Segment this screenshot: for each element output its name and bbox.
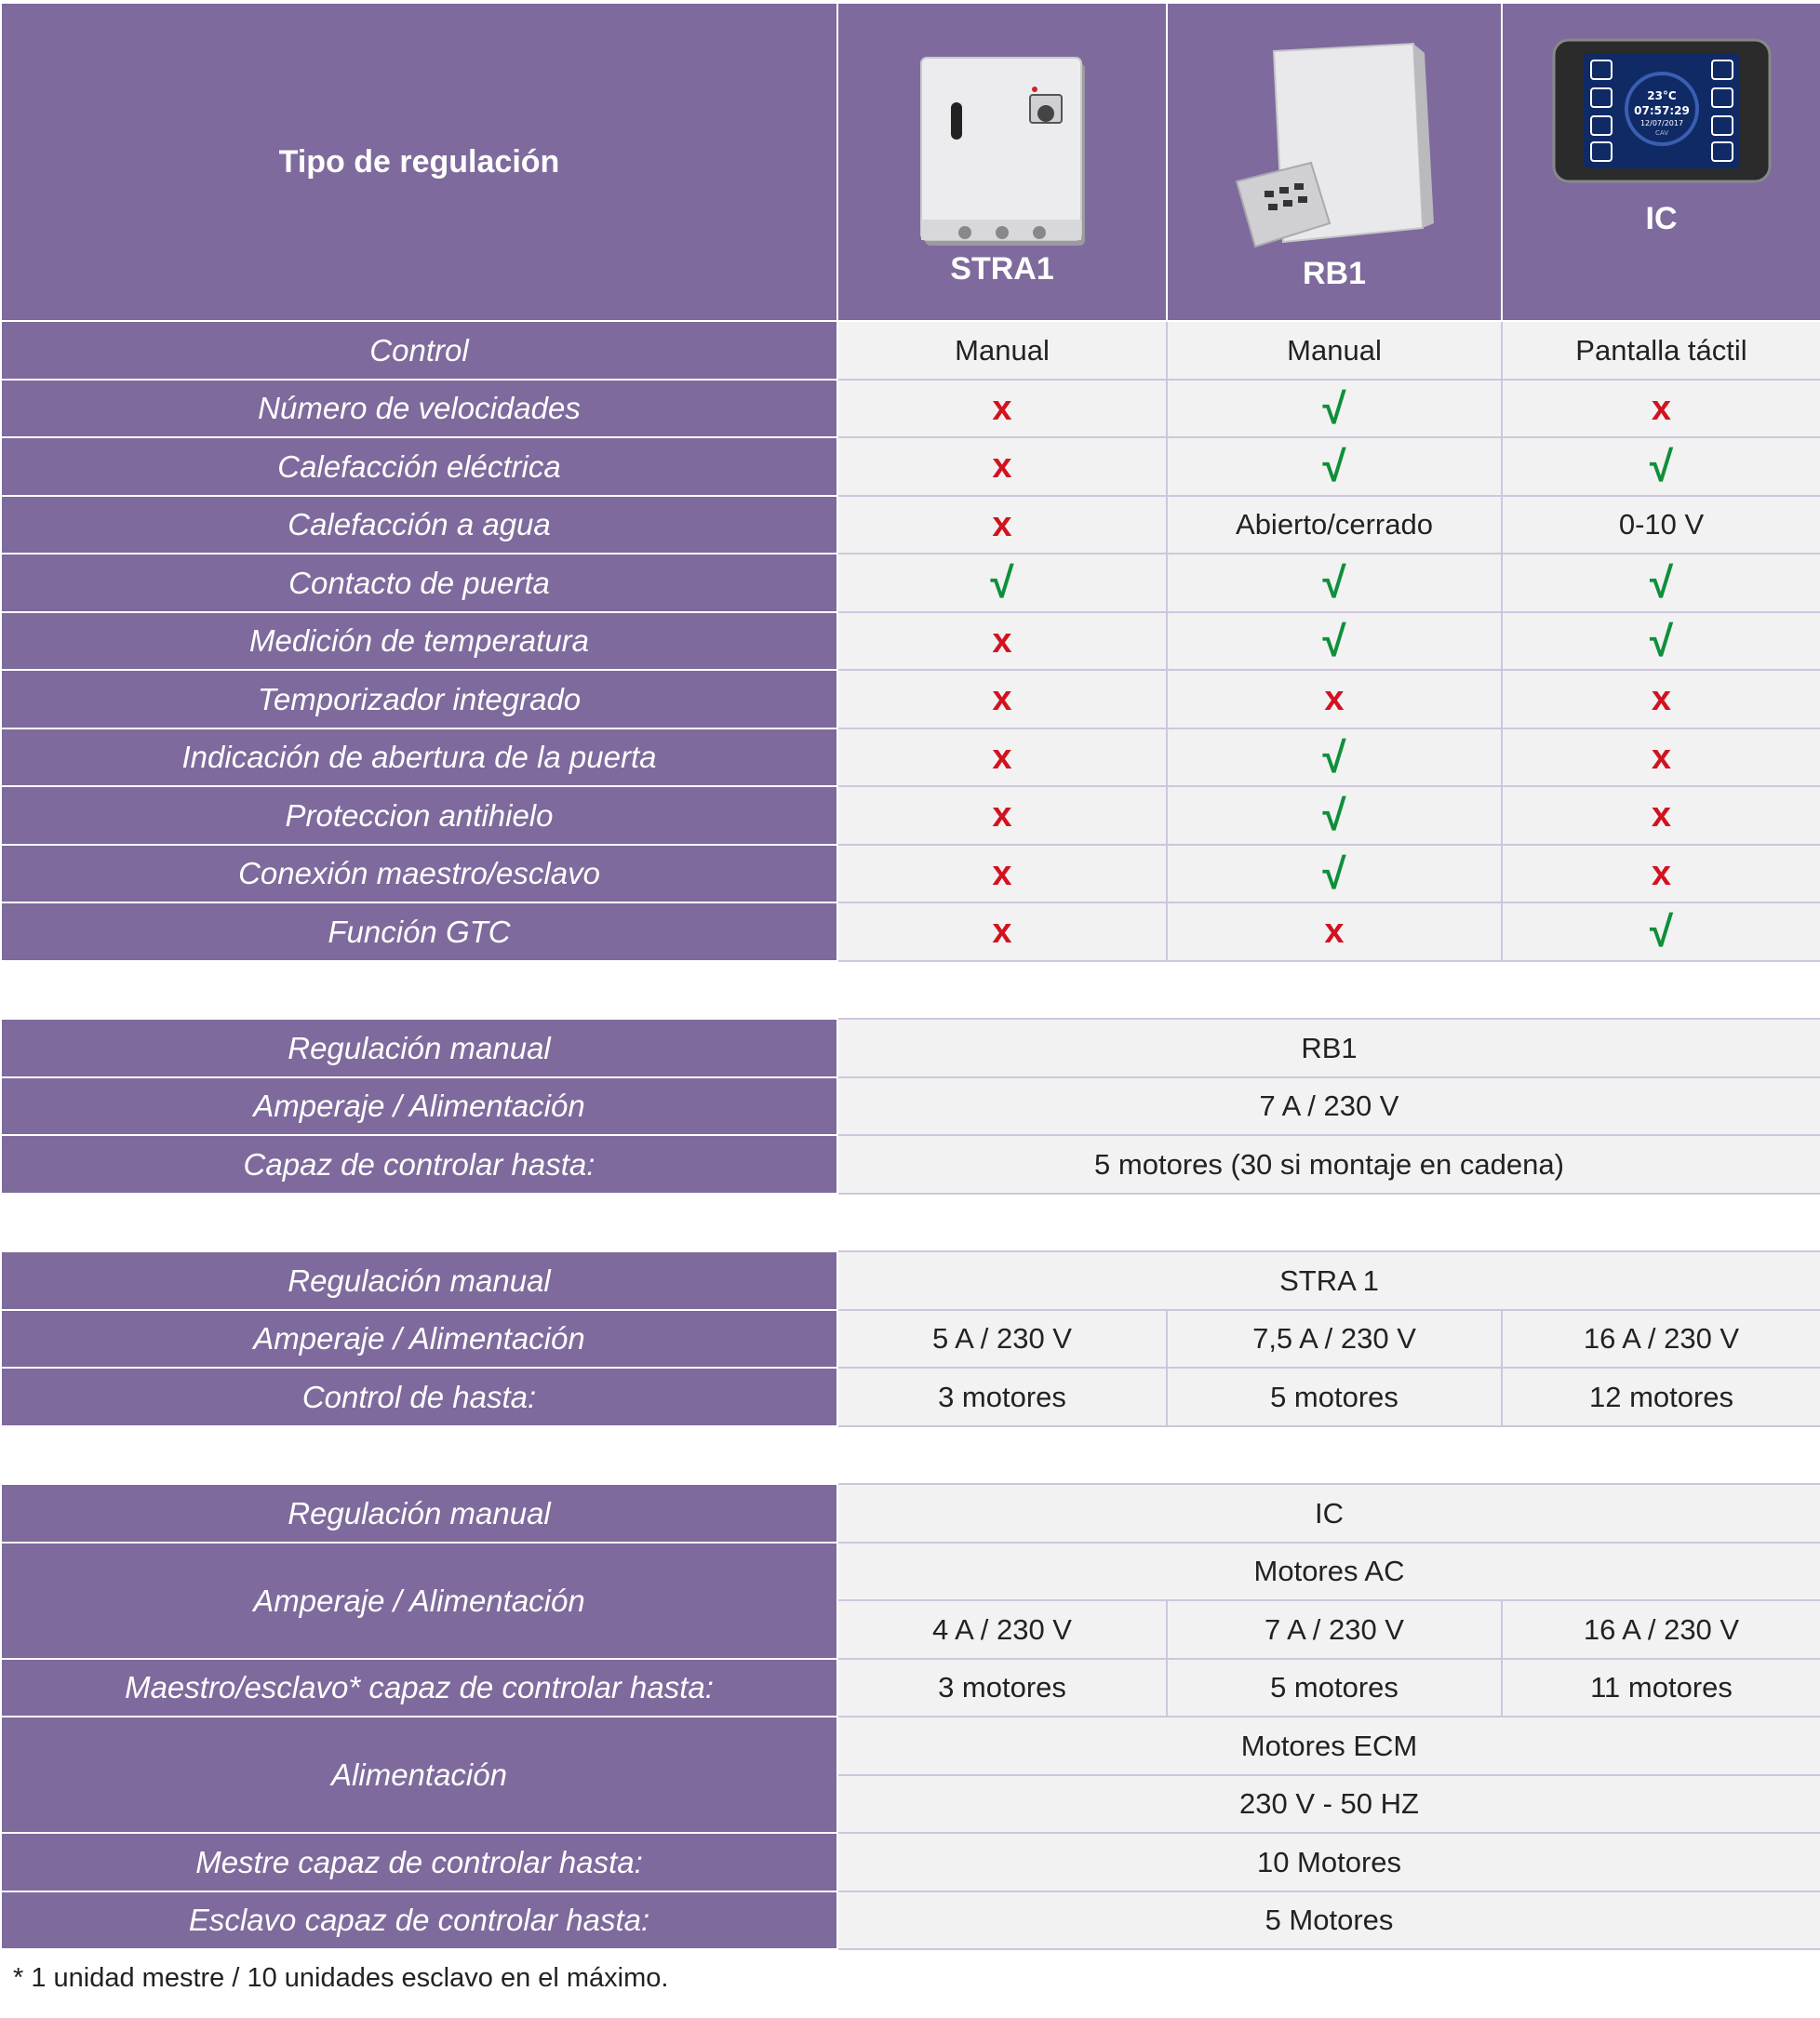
ic-alimentacion-label: Alimentación — [1, 1717, 837, 1833]
feature-value-no — [837, 728, 1167, 786]
feature-label: Medición de temperatura — [1, 612, 837, 670]
rb1-capacidad-label: Capaz de controlar hasta: — [1, 1135, 837, 1194]
rb1-amperaje-value: 7 A / 230 V — [837, 1077, 1820, 1135]
stra1-amperaje-value: 7,5 A / 230 V — [1167, 1310, 1502, 1368]
check-icon: √ — [1322, 616, 1346, 665]
feature-value-text: Manual — [955, 333, 1050, 367]
ic-amperaje-subheader: Motores AC — [837, 1543, 1820, 1600]
feature-row — [1, 380, 1820, 437]
stra1-regulacion-label: Regulación manual — [1, 1251, 837, 1310]
ic-maestro-value: 11 motores — [1502, 1659, 1820, 1717]
feature-label: Conexión maestro/esclavo — [1, 845, 837, 902]
ic-maestro-value: 3 motores — [837, 1659, 1167, 1717]
feature-value — [1167, 496, 1502, 554]
feature-value-no — [1502, 670, 1820, 728]
feature-value-no — [837, 380, 1167, 437]
feature-label: Indicación de abertura de la puerta — [1, 728, 837, 786]
stra1-control-value: 12 motores — [1502, 1368, 1820, 1426]
feature-value-no — [837, 437, 1167, 496]
feature-value-no — [1502, 380, 1820, 437]
check-icon: √ — [1649, 558, 1674, 607]
feature-value-no — [1167, 902, 1502, 961]
ic-esclavo-value: 5 Motores — [837, 1891, 1820, 1949]
feature-value-yes — [1167, 612, 1502, 670]
cross-icon: x — [1651, 737, 1672, 777]
ic-esclavo-label: Esclavo capaz de controlar hasta: — [1, 1891, 837, 1949]
product-ic — [1502, 3, 1820, 321]
feature-label: Temporizador integrado — [1, 670, 837, 728]
cross-icon: x — [1324, 912, 1345, 951]
feature-row — [1, 496, 1820, 554]
cross-icon: x — [1651, 795, 1672, 835]
feature-value-text: Abierto/cerrado — [1236, 508, 1433, 541]
feature-value-yes — [1167, 554, 1502, 612]
feature-value-yes — [1502, 554, 1820, 612]
cross-icon: x — [1651, 679, 1672, 718]
feature-label: Control — [1, 321, 837, 380]
feature-row — [1, 554, 1820, 612]
stra1-amperaje-value: 5 A / 230 V — [837, 1310, 1167, 1368]
rb1-regulacion-label: Regulación manual — [1, 1019, 837, 1077]
ic-alimentacion-voltage: 230 V - 50 HZ — [837, 1775, 1820, 1833]
feature-value-no — [837, 612, 1167, 670]
rb1-capacidad-value: 5 motores (30 si montaje en cadena) — [837, 1135, 1820, 1194]
ic-amperaje-value: 7 A / 230 V — [1167, 1600, 1502, 1659]
check-icon: √ — [1322, 383, 1346, 433]
check-icon: √ — [990, 558, 1014, 607]
feature-value-text: 0-10 V — [1618, 508, 1705, 541]
rb1-regulacion-value: RB1 — [837, 1019, 1820, 1077]
check-icon: √ — [1649, 616, 1674, 665]
feature-value-no — [1167, 670, 1502, 728]
feature-label: Función GTC — [1, 902, 837, 961]
ic-table — [0, 1483, 1820, 1950]
product-name-rb1: RB1 — [1302, 255, 1367, 291]
feature-value-no — [837, 845, 1167, 902]
feature-value-text: Manual — [1287, 333, 1382, 367]
product-name-ic: IC — [1645, 201, 1678, 236]
feature-label: Calefacción a agua — [1, 496, 837, 554]
cross-icon: x — [992, 737, 1012, 777]
footnote: * 1 unidad mestre / 10 unidades esclavo en el máximo. — [13, 1963, 669, 1993]
feature-value-no — [837, 786, 1167, 845]
feature-value-no — [837, 670, 1167, 728]
header-title: Tipo de regulación — [278, 143, 560, 180]
rb1-amperaje-label: Amperaje / Alimentación — [1, 1077, 837, 1135]
stra1-control-box-image — [904, 37, 1100, 251]
stra1-amperaje-value: 16 A / 230 V — [1502, 1310, 1820, 1368]
feature-value-no — [837, 902, 1167, 961]
ic-mestre-value: 10 Motores — [837, 1833, 1820, 1891]
feature-value-no — [837, 496, 1167, 554]
feature-value-yes — [837, 554, 1167, 612]
stra1-regulacion-value: STRA 1 — [837, 1251, 1820, 1310]
stra1-control-value: 3 motores — [837, 1368, 1167, 1426]
product-rb1 — [1167, 3, 1502, 321]
check-icon: √ — [1322, 442, 1346, 490]
feature-value-no — [1502, 786, 1820, 845]
feature-value-yes — [1502, 902, 1820, 961]
check-icon: √ — [1322, 732, 1346, 782]
ic-alimentacion-ecm: Motores ECM — [837, 1717, 1820, 1775]
stra1-table — [0, 1250, 1820, 1427]
cross-icon: x — [992, 504, 1012, 544]
check-icon: √ — [1322, 558, 1346, 607]
feature-row — [1, 845, 1820, 902]
ic-screen-date: 12/07/2017 — [1639, 119, 1683, 127]
ic-regulacion-value: IC — [837, 1484, 1820, 1543]
ic-amperaje-value: 4 A / 230 V — [837, 1600, 1167, 1659]
feature-row — [1, 612, 1820, 670]
feature-row — [1, 786, 1820, 845]
ic-screen-time: 07:57:29 — [1633, 104, 1690, 117]
product-stra1 — [837, 3, 1167, 321]
feature-label: Número de velocidades — [1, 380, 837, 437]
check-icon: √ — [1322, 849, 1346, 898]
feature-value-no — [1502, 845, 1820, 902]
ic-amperaje-value: 16 A / 230 V — [1502, 1600, 1820, 1659]
feature-value-yes — [1167, 845, 1502, 902]
ic-screen-mode: CAV — [1654, 129, 1668, 137]
check-icon: √ — [1322, 791, 1346, 839]
feature-row — [1, 728, 1820, 786]
ic-maestro-label: Maestro/esclavo* capaz de controlar hasta: — [1, 1659, 837, 1717]
feature-value-yes — [1167, 786, 1502, 845]
feature-value-yes — [1502, 612, 1820, 670]
feature-row — [1, 670, 1820, 728]
cross-icon: x — [992, 388, 1012, 428]
feature-row — [1, 321, 1820, 380]
ic-touchscreen-image — [1550, 34, 1773, 188]
header-title-cell — [1, 3, 837, 321]
feature-label: Calefacción eléctrica — [1, 437, 837, 496]
cross-icon: x — [1324, 679, 1345, 718]
stra1-control-label: Control de hasta: — [1, 1368, 837, 1426]
feature-value-yes — [1167, 437, 1502, 496]
feature-value-text: Pantalla táctil — [1575, 333, 1747, 367]
cross-icon: x — [1651, 853, 1672, 893]
cross-icon: x — [992, 795, 1012, 835]
ic-screen-temp: 23°C — [1646, 89, 1677, 102]
cross-icon: x — [1651, 388, 1672, 428]
ic-maestro-value: 5 motores — [1167, 1659, 1502, 1717]
feature-label: Proteccion antihielo — [1, 786, 837, 845]
ic-mestre-label: Mestre capaz de controlar hasta: — [1, 1833, 837, 1891]
feature-value — [837, 321, 1167, 380]
feature-value — [1502, 496, 1820, 554]
feature-value-yes — [1167, 728, 1502, 786]
check-icon: √ — [1649, 907, 1674, 956]
cross-icon: x — [992, 853, 1012, 893]
stra1-amperaje-label: Amperaje / Alimentación — [1, 1310, 837, 1368]
feature-row — [1, 902, 1820, 961]
feature-value — [1502, 321, 1820, 380]
feature-value-yes — [1502, 437, 1820, 496]
feature-value-yes — [1167, 380, 1502, 437]
cross-icon: x — [992, 447, 1012, 486]
product-name-stra1: STRA1 — [950, 250, 1054, 287]
feature-table — [0, 2, 1820, 962]
stra1-control-value: 5 motores — [1167, 1368, 1502, 1426]
ic-amperaje-label: Amperaje / Alimentación — [1, 1543, 837, 1659]
feature-row — [1, 437, 1820, 496]
cross-icon: x — [992, 912, 1012, 951]
rb1-table — [0, 1018, 1820, 1195]
feature-value-no — [1502, 728, 1820, 786]
cross-icon: x — [992, 621, 1012, 661]
rb1-controller-image — [1227, 33, 1441, 256]
cross-icon: x — [992, 679, 1012, 718]
check-icon: √ — [1649, 442, 1674, 490]
feature-value — [1167, 321, 1502, 380]
feature-label: Contacto de puerta — [1, 554, 837, 612]
ic-regulacion-label: Regulación manual — [1, 1484, 837, 1543]
